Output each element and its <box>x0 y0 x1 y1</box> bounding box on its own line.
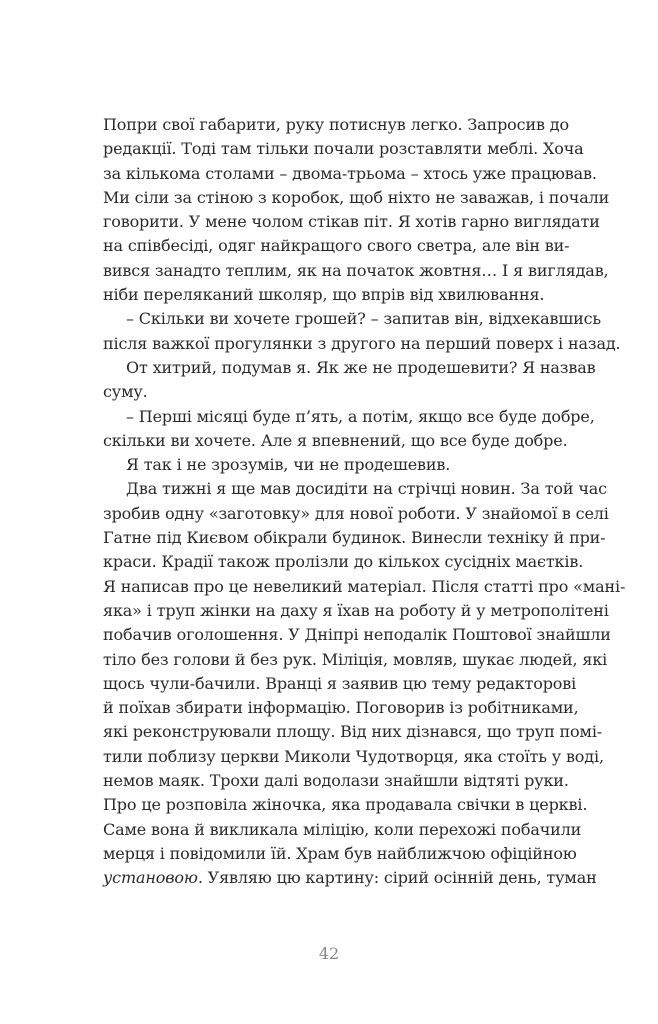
text-line: після важкої прогулянки з другого на перший поверх і назад. <box>103 333 621 353</box>
text-line: – Скільки ви хочете грошей? – запитав він, відхекавшись <box>126 309 601 329</box>
text-line: зробив одну «заготовку» для нової роботи. У знайомої в селі <box>103 503 609 523</box>
text-line: Я написав про це невеликий матеріал. Після статті про «мані- <box>103 576 626 596</box>
text-line: краси. Крадії також пролізли до кількох сусідніх маєтків. <box>103 552 584 572</box>
text-line: на співбесіді, одяг найкращого свого светра, але він ви- <box>103 236 570 256</box>
text-line: побачив оголошення. У Дніпрі неподалік Поштової знайшли <box>103 625 611 645</box>
text-line: немов маяк. Трохи далі водолази знайшли відтяті руки. <box>103 771 569 791</box>
text-line: тіло без голови й без рук. Міліція, мовляв, шукає людей, які <box>103 649 608 669</box>
body-text <box>103 113 626 891</box>
text-line: суму. <box>103 382 148 402</box>
text-line: – Перші місяці буде п’ять, а потім, якщо все буде добре, <box>126 406 595 426</box>
text-line: Гатне під Києвом обікрали будинок. Винесли техніку й при- <box>103 528 606 548</box>
text-line: ніби переляканий школяр, що впрів від хвилювання. <box>103 285 545 305</box>
italic-word: установою <box>103 868 198 888</box>
text-line: Про це розповіла жіночка, яка продавала свічки в церкві. <box>103 795 588 815</box>
text-line: й поїхав збирати інформацію. Поговорив із робітниками, <box>103 698 579 718</box>
page-number: 42 <box>318 944 340 963</box>
text-line: От хитрий, подумав я. Як же не продешевити? Я назвав <box>126 357 596 377</box>
text-line: Попри свої габарити, руку потиснув легко. Запросив до <box>103 115 569 134</box>
text-line: за кількома столами – двома-трьома – хтось уже працював. <box>103 163 597 183</box>
text-line: яка» і труп жінки на даху я їхав на роботу й у метрополітені <box>103 600 609 620</box>
text-line: Саме вона й викликала міліцію, коли перехожі побачили <box>103 819 582 839</box>
text-line: Я так і не зрозумів, чи не продешевив. <box>126 455 451 475</box>
text-line: мерця і повідомили їй. Храм був найближчою офіційною <box>103 843 577 863</box>
text-line: щось чули-бачили. Вранці я заявив цю тему редакторові <box>103 673 577 693</box>
text-line: вився занадто теплим, як на початок жовтня… І я виглядав, <box>103 260 609 280</box>
text-line: редакції. Тоді там тільки почали розставляти меблі. Хоча <box>103 139 584 159</box>
text-line: тили поблизу церкви Миколи Чудотворця, яка стоїть у воді, <box>103 746 604 766</box>
text-line: які реконструювали площу. Від них дізнався, що труп помі- <box>103 722 603 742</box>
text-line-last <box>103 866 597 890</box>
text-line: Два тижні я ще мав досидіти на стрічці новин. За той час <box>126 479 607 499</box>
text-line: говорити. У мене чолом стікав піт. Я хотів гарно виглядати <box>103 212 600 232</box>
text-line: скільки ви хочете. Але я впевнений, що все буде добре. <box>103 430 568 450</box>
text-line: Ми сіли за стіною з коробок, щоб ніхто не заважав, і почали <box>103 187 610 207</box>
text-line-rest: . Уявляю цю картину: сірий осінній день, туман <box>197 868 597 888</box>
